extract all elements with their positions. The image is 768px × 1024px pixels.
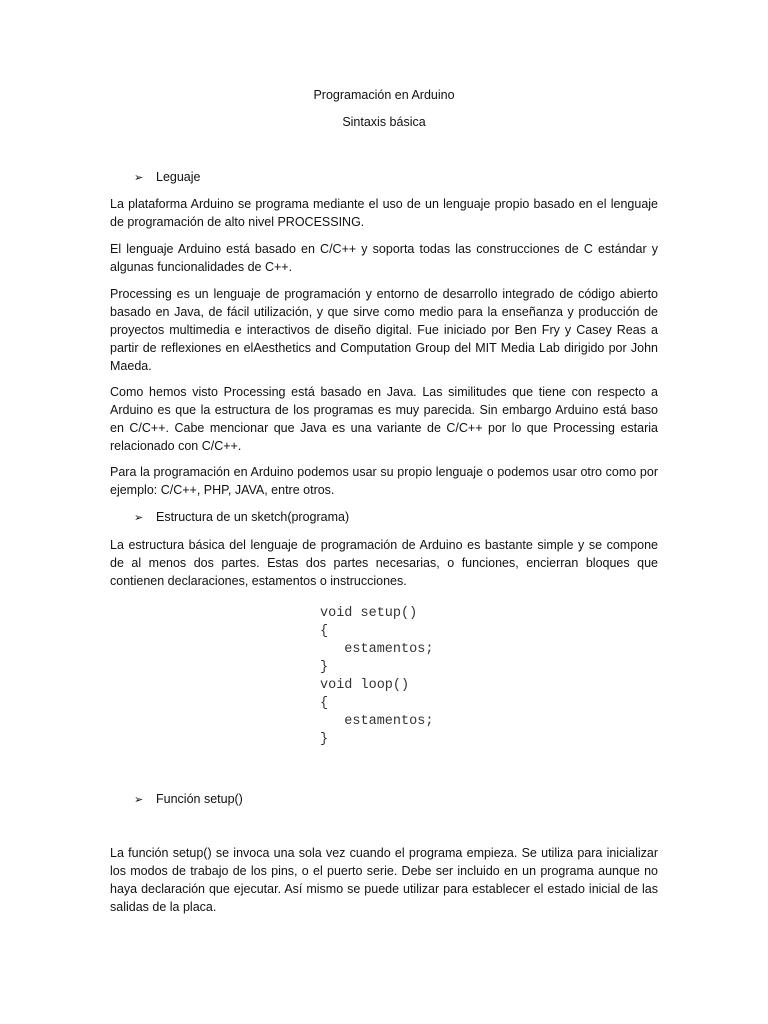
code-block (320, 605, 480, 749)
section-heading-estructura (134, 508, 349, 526)
code-line: } (320, 732, 329, 747)
paragraph-setup: La función setup() se invoca una sola vez cuando el programa empieza. Se utiliza para inicializar los modos de trabajo de los pins, o el puerto serie. Debe ser incluido en un programa aunque no haya declaración que ejecutar. Así mismo se puede utilizar para establecer el estado inicial de las salidas de la placa. (110, 846, 658, 914)
paragraph-leguaje-1: La plataforma Arduino se programa mediante el uso de un lenguaje propio basado en el lenguaje de programación de alto nivel PROCESSING. (110, 197, 658, 229)
section-heading-text: Leguaje (156, 170, 201, 184)
code-line: void loop() (320, 678, 410, 693)
paragraph-leguaje-4: Como hemos visto Processing está basado en Java. Las similitudes que tiene con respecto a Arduino es que la estructura de los programas es muy parecida. Sin embargo Arduino está baso en C/C++. Cabe mencionar que Java es una variante de C/C++ por lo que Processing estaria relacionado con C/C++. (110, 385, 658, 453)
bullet-arrow-icon: ➢ (134, 512, 144, 524)
bullet-arrow-icon: ➢ (134, 172, 144, 184)
paragraph-estructura: La estructura básica del lenguaje de programación de Arduino es bastante simple y se compone de al menos dos partes. Estas dos partes necesarias, o funciones, encierran bloques que contienen declaraciones, estamentos o instrucciones. (110, 538, 658, 588)
code-line: estamentos; (320, 642, 434, 657)
code-line: { (320, 624, 329, 639)
code-line: estamentos; (320, 714, 434, 729)
code-line: void setup() (320, 606, 418, 621)
section-heading-text: Función setup() (156, 792, 243, 806)
section-heading-setup (134, 790, 243, 808)
section-heading-text: Estructura de un sketch(programa) (156, 510, 350, 524)
section-heading-leguaje (134, 168, 201, 186)
code-line: } (320, 660, 329, 675)
document-title: Programación en Arduino (313, 88, 455, 102)
document-subtitle: Sintaxis básica (342, 115, 426, 129)
paragraph-leguaje-3: Processing es un lenguaje de programación y entorno de desarrollo integrado de código abierto basado en Java, de fácil utilización, y que sirve como medio para la enseñanza y producción de proyectos multimedia e interactivos de diseño digital. Fue iniciado por Ben Fry y Casey Reas a partir de reflexiones en elAesthetics and Computation Group del MIT Media Lab dirigido por John Maeda. (110, 287, 658, 373)
bullet-arrow-icon: ➢ (134, 794, 144, 806)
paragraph-leguaje-5: Para la programación en Arduino podemos usar su propio lenguaje o podemos usar otro como por ejemplo: C/C++, PHP, JAVA, entre otros. (110, 465, 658, 497)
paragraph-leguaje-2: El lenguaje Arduino está basado en C/C++ y soporta todas las construcciones de C estándar y algunas funcionalidades de C++. (110, 242, 658, 274)
code-line: { (320, 696, 329, 711)
